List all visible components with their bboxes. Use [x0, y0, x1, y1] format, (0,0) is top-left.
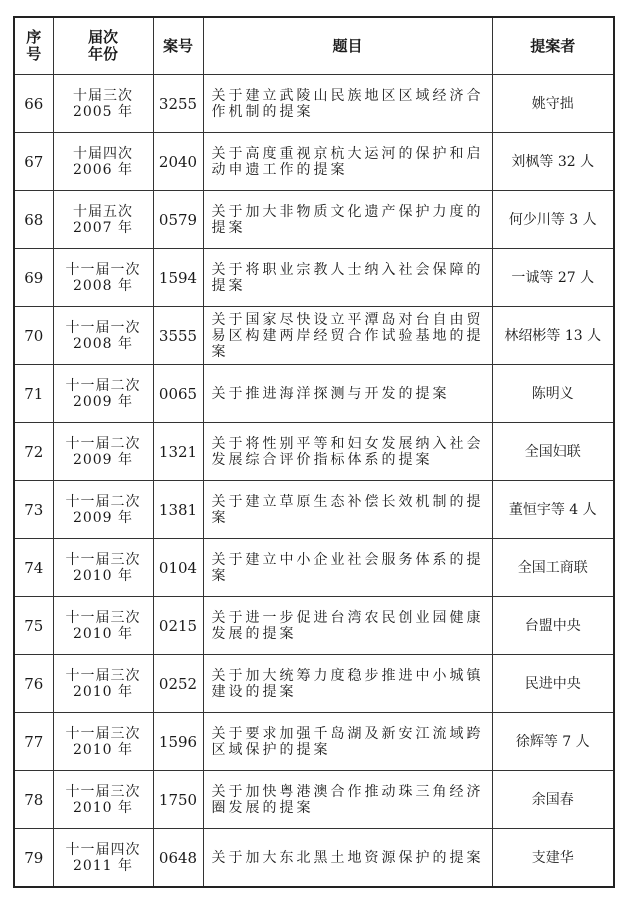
seq-cell: 70: [14, 307, 53, 365]
session-cell: [53, 191, 153, 249]
case-no-cell: 3255: [153, 75, 203, 133]
session-text: 十届四次: [73, 145, 133, 162]
proposer-cell: 刘枫等 32 人: [492, 133, 614, 191]
proposer-cell: 一诚等 27 人: [492, 249, 614, 307]
session-text: 十一届二次: [65, 377, 141, 394]
proposer-cell: 陈明义: [492, 365, 614, 423]
year-text: 2005 年: [72, 103, 134, 120]
session-cell: [53, 365, 153, 423]
seq-cell: 69: [14, 249, 53, 307]
seq-cell: 79: [14, 829, 53, 888]
header-seq: 序号: [14, 17, 53, 75]
case-no-cell: 1321: [153, 423, 203, 481]
seq-cell: 76: [14, 655, 53, 713]
table-row: [14, 365, 614, 423]
proposer-cell: 徐辉等 7 人: [492, 713, 614, 771]
title-cell: 关于建立武陵山民族地区区域经济合作机制的提案: [203, 75, 492, 133]
case-no-cell: 0104: [153, 539, 203, 597]
table-row: [14, 829, 614, 888]
session-text: 十一届三次: [65, 667, 141, 684]
case-no-cell: 2040: [153, 133, 203, 191]
header-session: 届次年份: [53, 17, 153, 75]
title-cell: 关于将性别平等和妇女发展纳入社会发展综合评价指标体系的提案: [203, 423, 492, 481]
case-no-cell: 1381: [153, 481, 203, 539]
seq-cell: 66: [14, 75, 53, 133]
session-cell: [53, 597, 153, 655]
seq-cell: 67: [14, 133, 53, 191]
session-cell: [53, 829, 153, 888]
year-text: 2010 年: [72, 567, 134, 584]
session-cell: [53, 133, 153, 191]
year-text: 2010 年: [72, 741, 134, 758]
session-text: 十一届三次: [65, 783, 141, 800]
seq-cell: 75: [14, 597, 53, 655]
table-row: [14, 75, 614, 133]
session-cell: [53, 539, 153, 597]
table-row: [14, 713, 614, 771]
session-text: 十一届一次: [65, 319, 141, 336]
year-text: 2010 年: [72, 683, 134, 700]
title-cell: 关于国家尽快设立平潭岛对台自由贸易区构建两岸经贸合作试验基地的提案: [203, 307, 492, 365]
table-row: [14, 539, 614, 597]
proposer-cell: 姚守拙: [492, 75, 614, 133]
case-no-cell: 1750: [153, 771, 203, 829]
session-text: 十一届一次: [65, 261, 141, 278]
table-row: [14, 655, 614, 713]
session-cell: [53, 655, 153, 713]
table-row: [14, 423, 614, 481]
proposer-cell: 全国妇联: [492, 423, 614, 481]
proposer-cell: 何少川等 3 人: [492, 191, 614, 249]
title-cell: 关于高度重视京杭大运河的保护和启动申遗工作的提案: [203, 133, 492, 191]
title-cell: 关于推进海洋探测与开发的提案: [203, 365, 492, 423]
header-proposer: 提案者: [492, 17, 614, 75]
seq-cell: 68: [14, 191, 53, 249]
proposer-cell: 林绍彬等 13 人: [492, 307, 614, 365]
title-cell: 关于加大统筹力度稳步推进中小城镇建设的提案: [203, 655, 492, 713]
seq-cell: 73: [14, 481, 53, 539]
session-text: 十一届四次: [65, 841, 141, 858]
title-cell: 关于将职业宗教人士纳入社会保障的提案: [203, 249, 492, 307]
title-cell: 关于进一步促进台湾农民创业园健康发展的提案: [203, 597, 492, 655]
proposer-cell: 董恒宇等 4 人: [492, 481, 614, 539]
year-text: 2009 年: [72, 509, 134, 526]
table-row: [14, 771, 614, 829]
case-no-cell: 0065: [153, 365, 203, 423]
seq-cell: 74: [14, 539, 53, 597]
table-row: [14, 307, 614, 365]
title-cell: 关于建立草原生态补偿长效机制的提案: [203, 481, 492, 539]
table-row: [14, 249, 614, 307]
table-row: [14, 481, 614, 539]
case-no-cell: 0579: [153, 191, 203, 249]
case-no-cell: 1596: [153, 713, 203, 771]
year-text: 2010 年: [72, 625, 134, 642]
table-row: [14, 191, 614, 249]
session-text: 十一届二次: [65, 435, 141, 452]
seq-cell: 72: [14, 423, 53, 481]
session-text: 十一届三次: [65, 609, 141, 626]
case-no-cell: 1594: [153, 249, 203, 307]
proposer-cell: 支建华: [492, 829, 614, 888]
title-cell: 关于要求加强千岛湖及新安江流域跨区域保护的提案: [203, 713, 492, 771]
proposer-cell: 台盟中央: [492, 597, 614, 655]
proposal-table: [13, 16, 615, 888]
session-cell: [53, 307, 153, 365]
year-text: 2011 年: [72, 857, 134, 874]
seq-cell: 78: [14, 771, 53, 829]
header-case-no: 案号: [153, 17, 203, 75]
year-text: 2008 年: [72, 335, 134, 352]
session-text: 十届五次: [73, 203, 133, 220]
session-cell: [53, 75, 153, 133]
year-text: 2009 年: [72, 451, 134, 468]
title-cell: 关于加大东北黑土地资源保护的提案: [203, 829, 492, 888]
title-cell: 关于加快粤港澳合作推动珠三角经济圈发展的提案: [203, 771, 492, 829]
table-row: [14, 597, 614, 655]
session-text: 十一届三次: [65, 725, 141, 742]
table-row: [14, 133, 614, 191]
session-text: 十一届三次: [65, 551, 141, 568]
session-cell: [53, 713, 153, 771]
header-row: [14, 17, 614, 75]
session-cell: [53, 771, 153, 829]
year-text: 2010 年: [72, 799, 134, 816]
year-text: 2007 年: [72, 219, 134, 236]
title-cell: 关于加大非物质文化遗产保护力度的提案: [203, 191, 492, 249]
session-cell: [53, 249, 153, 307]
case-no-cell: 0215: [153, 597, 203, 655]
title-cell: 关于建立中小企业社会服务体系的提案: [203, 539, 492, 597]
session-text: 十届三次: [73, 87, 133, 104]
case-no-cell: 3555: [153, 307, 203, 365]
seq-cell: 71: [14, 365, 53, 423]
case-no-cell: 0252: [153, 655, 203, 713]
year-text: 2008 年: [72, 277, 134, 294]
year-text: 2009 年: [72, 393, 134, 410]
session-cell: [53, 423, 153, 481]
case-no-cell: 0648: [153, 829, 203, 888]
session-cell: [53, 481, 153, 539]
session-text: 十一届二次: [65, 493, 141, 510]
year-text: 2006 年: [72, 161, 134, 178]
proposer-cell: 全国工商联: [492, 539, 614, 597]
seq-cell: 77: [14, 713, 53, 771]
proposer-cell: 余国春: [492, 771, 614, 829]
header-title: 题目: [203, 17, 492, 75]
proposer-cell: 民进中央: [492, 655, 614, 713]
